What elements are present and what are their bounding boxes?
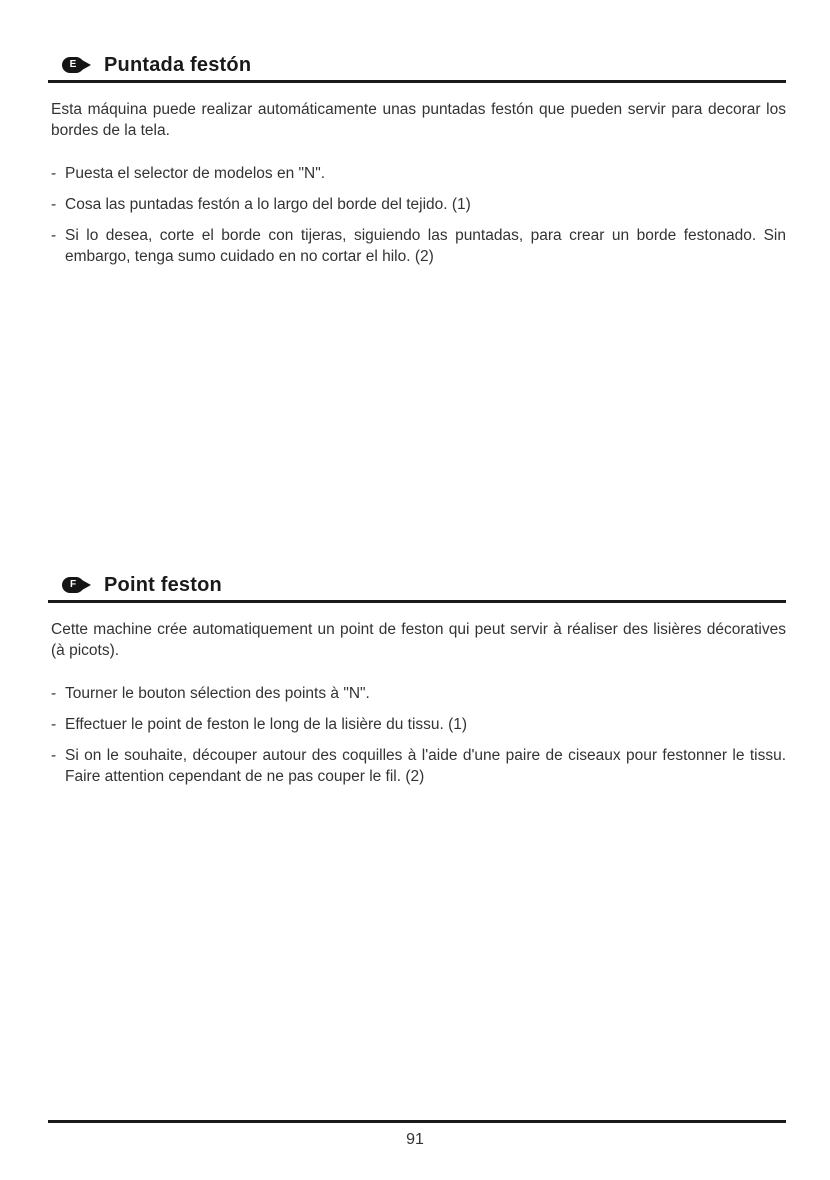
step-marker: -: [51, 196, 57, 213]
intro-paragraph: Cette machine crée automatiquement un point de feston qui peut servir à réaliser des lisières décoratives (à picots).: [51, 621, 786, 659]
intro-paragraph: Esta máquina puede realizar automáticamente unas puntadas festón que pueden servir para decorar los bordes de la tela.: [51, 101, 786, 139]
section-title: Puntada festón: [104, 53, 252, 76]
language-code: F: [62, 577, 84, 593]
step-text: Tourner le bouton sélection des points à "N".: [65, 685, 370, 702]
step-item: [51, 194, 786, 215]
section-heading: [48, 50, 786, 83]
step-item: [51, 683, 786, 704]
step-item: [51, 163, 786, 184]
step-text: Puesta el selector de modelos en "N".: [65, 165, 326, 182]
section-heading: [48, 570, 786, 603]
step-text: Effectuer le point de feston le long de la lisière du tissu. (1): [65, 716, 468, 733]
section-french: [48, 570, 786, 797]
page-number: 91: [406, 1131, 424, 1148]
language-code: E: [62, 57, 84, 73]
section-title: Point feston: [104, 573, 222, 596]
section-spanish: [48, 50, 786, 277]
step-text: Si lo desea, corte el borde con tijeras, siguiendo las puntadas, para crear un borde festonado. Sin embargo, tenga sumo cuidado en no cortar el hilo. (2): [65, 227, 786, 265]
step-item: [51, 225, 786, 267]
step-text: Cosa las puntadas festón a lo largo del borde del tejido. (1): [65, 196, 471, 213]
language-e-icon: [62, 57, 92, 73]
arrow-right-icon: [82, 60, 91, 70]
steps-list: [51, 163, 786, 267]
step-item: [51, 745, 786, 787]
step-text: Si on le souhaite, découper autour des coquilles à l'aide d'une paire de ciseaux pour festonner le tissu. Faire attention cependant de ne pas couper le fil. (2): [65, 747, 786, 785]
step-marker: -: [51, 685, 57, 702]
arrow-right-icon: [82, 580, 91, 590]
step-marker: -: [51, 165, 57, 182]
step-marker: -: [51, 227, 57, 244]
step-marker: -: [51, 716, 57, 733]
steps-list: [51, 683, 786, 787]
footer-divider: [48, 1120, 786, 1123]
language-f-icon: [62, 577, 92, 593]
step-marker: -: [51, 747, 57, 764]
step-item: [51, 714, 786, 735]
